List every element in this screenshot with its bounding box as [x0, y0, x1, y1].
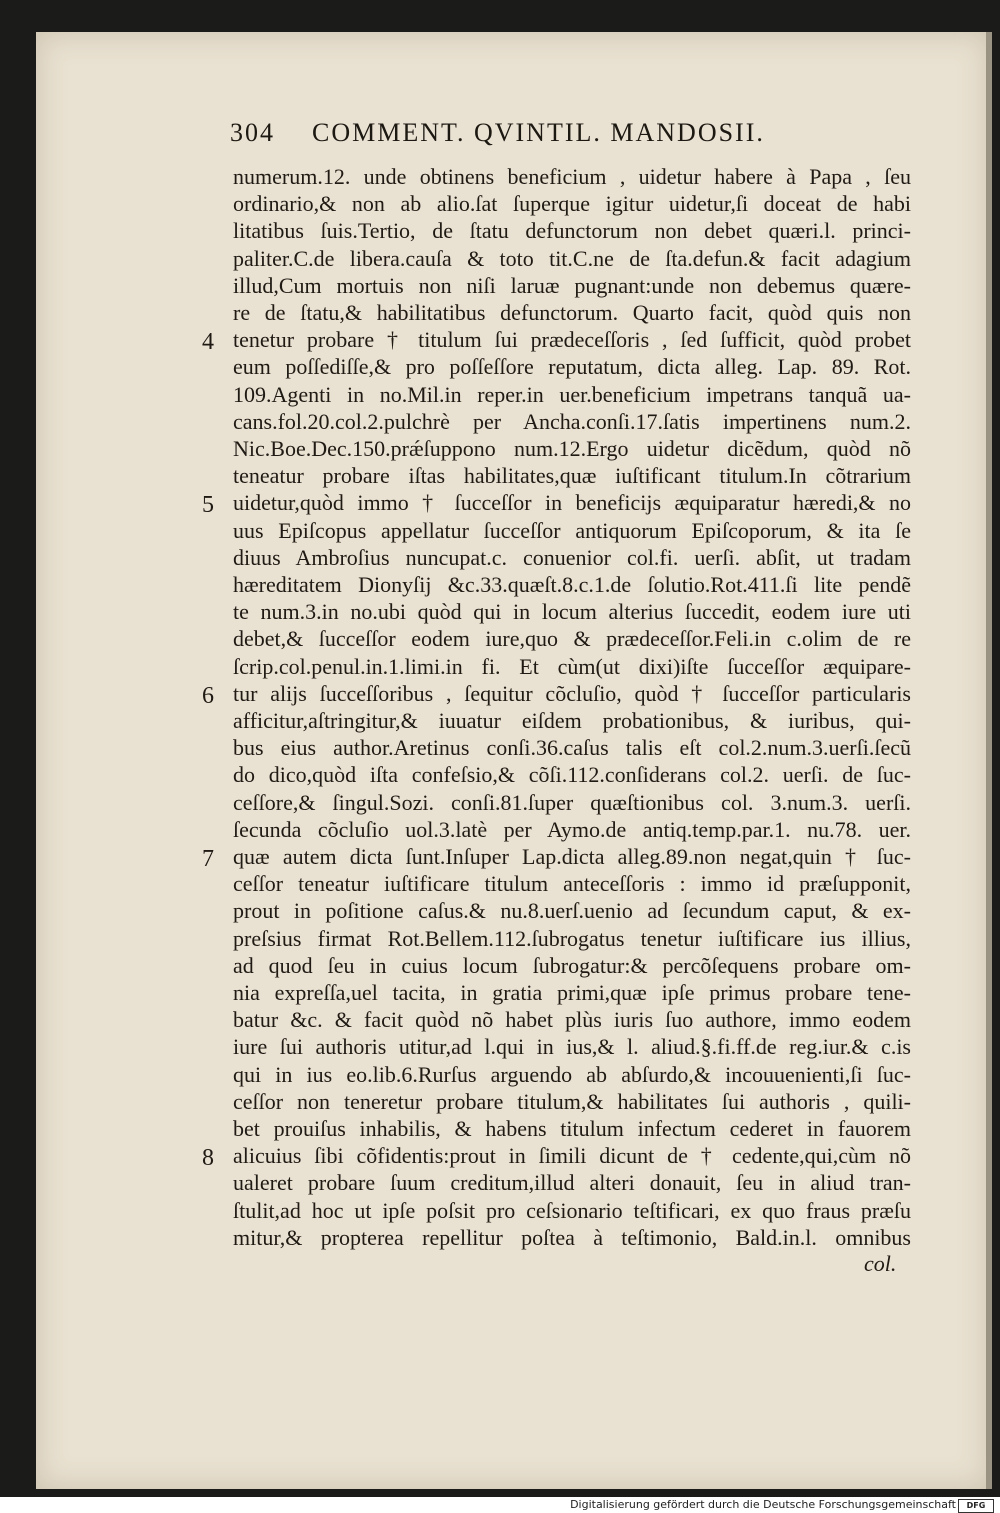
text-line: ceſſore,& ſingul.Sozi. conſi.81.ſuper quæſtionibus col. 3.num.3. uerſi.: [233, 789, 911, 815]
text-line: ordinario,& non ab alio.ſat ſuperque igitur uidetur,ſi doceat de habi: [233, 191, 911, 217]
dfg-logo: DFG: [958, 1499, 994, 1513]
text-line: re de ſtatu,& habilitatibus defunctorum. Quarto facit, quòd quis non: [233, 300, 911, 325]
text-line: ceſſor teneatur iuſtificare titulum anteceſſoris : immo id præſupponit,: [233, 871, 911, 897]
text-line: Nic.Boe.Dec.150.prǽſuppono num.12.Ergo uidetur dicẽdum, quòd nõ: [233, 436, 911, 461]
text-line: bet prouiſus inhabilis, & habens titulum infectum cederet in fauorem: [233, 1116, 911, 1141]
text-line: ſtulit,ad hoc ut ipſe poſsit pro ceſsionario teſtificari, ex quo fraus præſu: [233, 1197, 911, 1223]
text-line: eum poſſediſſe,& pro poſſeſſore reputatum, dicta alleg. Lap. 89. Rot.: [233, 354, 911, 380]
margin-note-number: 7: [202, 846, 214, 872]
text-line: prout in poſitione caſus.& nu.8.uerſ.uenio ad ſecundum caput, & ex-: [233, 898, 911, 924]
text-line: preſsius firmat Rot.Bellem.112.ſubrogatus tenetur iuſtificare ius illius,: [233, 925, 911, 951]
text-line: bus eius author.Aretinus conſi.36.caſus talis eſt col.2.num.3.uerſi.ſecũ: [233, 735, 911, 761]
text-line: numerum.12. unde obtinens beneficium , uidetur habere à Papa , ſeu: [233, 164, 911, 189]
text-line: qui in ius eo.lib.6.Rurſus arguendo ab abſurdo,& incouuenienti,ſi ſuc-: [233, 1061, 911, 1087]
text-line: teneatur probare iſtas habilitates,quæ iuſtificant titulum.In cõtrarium: [233, 463, 911, 489]
text-line: litatibus ſuis.Tertio, de ſtatu defunctorum non debet quæri.l. princi-: [233, 218, 911, 244]
text-line: do dico,quòd iſta confeſsio,& cõſi.112.conſiderans col.2. uerſi. de ſuc-: [233, 762, 911, 788]
text-line: te num.3.in no.ubi quòd qui in locum alterius ſuccedit, eodem iure uti: [233, 599, 911, 625]
text-line: uus Epiſcopus appellatur ſucceſſor antiquorum Epiſcoporum, & ita ſe: [233, 517, 911, 543]
text-line: batur &c. & facit quòd nõ habet plùs iuris ſuo authore, immo eodem: [233, 1007, 911, 1033]
running-title: COMMENT. QVINTIL. MANDOSII.: [312, 118, 765, 147]
text-line: iure ſui authoris utitur,ad l.qui in ius,& l. aliud.§.fi.ff.de reg.iur.& c.is: [233, 1034, 911, 1060]
text-line: diuus Ambroſius nuncupat.c. conuenior col.fi. uerſi. abſit, ut tradam: [233, 544, 911, 570]
catchword: col.: [864, 1251, 897, 1276]
text-line: ſecunda cõcluſio uol.3.latè per Aymo.de antiq.temp.par.1. nu.78. uer.: [233, 816, 911, 842]
text-line: tur alijs ſucceſſoribus , ſequitur cõcluſio, quòd † ſucceſſor particularis: [233, 680, 911, 706]
margin-note-number: 5: [202, 492, 214, 519]
text-line: ſcrip.col.penul.in.1.limi.in fi. Et cùm(ut dixi)iſte ſucceſſor æquipare-: [233, 653, 911, 679]
text-line: illud,Cum mortuis non niſi laruæ pugnant:unde non debemus quære-: [233, 272, 911, 298]
text-line: nia expreſſa,uel tacita, in gratia primi,quæ ipſe primus probare tene-: [233, 980, 911, 1005]
page-header: [230, 118, 850, 152]
margin-note-number: 6: [202, 682, 214, 709]
text-line: ualeret probare ſuum creditum,illud alteri donauit, ſeu in aliud tran-: [233, 1170, 911, 1196]
margin-note-number: 8: [202, 1145, 214, 1172]
text-line: mitur,& propterea repellitur poſtea à teſtimonio, Bald.in.l. omnibus: [233, 1224, 911, 1250]
text-line: hæreditatem Dionyſij &c.33.quæſt.8.c.1.de ſolutio.Rot.411.ſi lite pendẽ: [233, 572, 911, 597]
text-line: tenetur probare † titulum ſui prædeceſſoris , ſed ſufficit, quòd probet: [233, 327, 911, 353]
margin-note-number: 4: [202, 329, 214, 356]
text-line: afficitur,aſtringitur,& iuuatur eiſdem probationibus, & iuribus, qui-: [233, 708, 911, 733]
page-edge: [986, 32, 992, 1489]
text-line: alicuius ſibi cõfidentis:prout in ſimili dicunt de † cedente,qui,cùm nõ: [233, 1143, 911, 1169]
page-number: 304: [230, 118, 275, 147]
footer-credit: Digitalisierung gefördert durch die Deutsche Forschungsgemeinschaft: [570, 1498, 956, 1511]
text-line: ceſſor non teneretur probare titulum,& habilitates ſui authoris , quili-: [233, 1088, 911, 1114]
text-line: paliter.C.de libera.cauſa & toto tit.C.ne de ſta.defun.& facit adagium: [233, 245, 911, 271]
text-line: ad quod ſeu in cuius locum ſubrogatur:& percõſequens probare om-: [233, 952, 911, 978]
text-line: debet,& ſucceſſor eodem iure,quo & prædeceſſor.Feli.in c.olim de re: [233, 626, 911, 652]
text-line: 109.Agenti in no.Mil.in reper.in uer.beneficium impetrans tanquã ua-: [233, 381, 911, 407]
text-line: quæ autem dicta ſunt.Inſuper Lap.dicta alleg.89.non negat,quin † ſuc-: [233, 844, 911, 869]
text-line: cans.fol.20.col.2.pulchrè per Ancha.conſi.17.ſatis impertinens num.2.: [233, 408, 911, 434]
text-line: uidetur,quòd immo † ſucceſſor in beneficijs æquiparatur hæredi,& no: [233, 490, 911, 516]
